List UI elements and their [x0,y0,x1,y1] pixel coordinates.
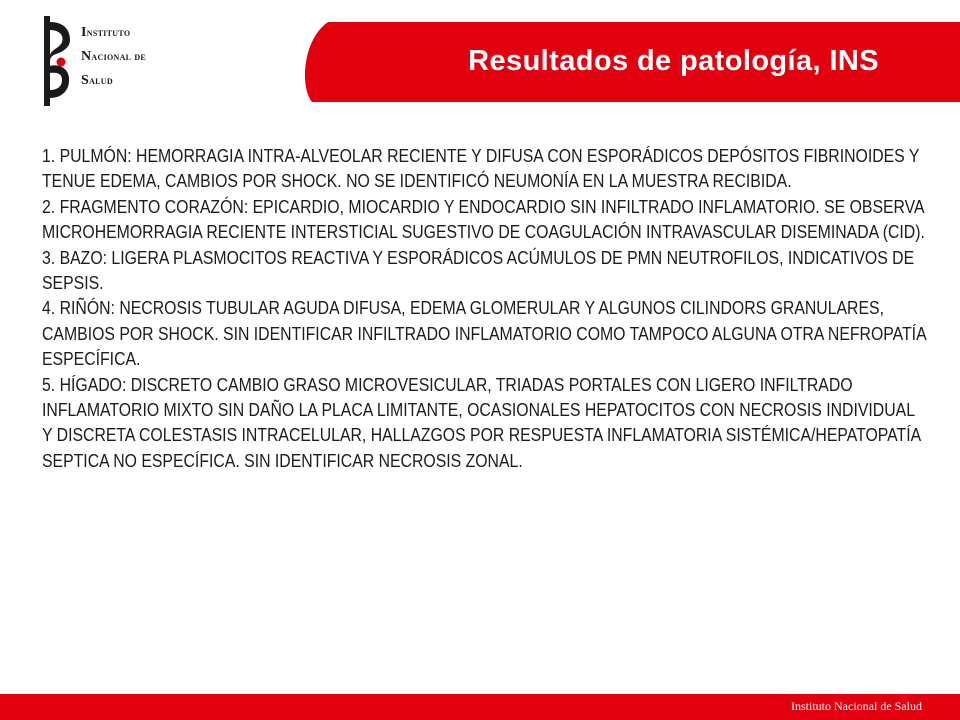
logo-line-3: Salud [81,73,113,88]
footer-label: Instituto Nacional de Salud [791,699,922,713]
finding-liver: 5. HÍGADO: DISCRETO CAMBIO GRASO MICROVESICULAR, TRIADAS PORTALES CON LIGERO INFILTRADO INFLAMATORIO MIXTO SIN DAÑO LA PLACA LIMITANTE, OCASIONALES HEPATOCITOS CON NECROSIS INDIVIDUAL Y DISCRETA COLESTASIS INTRACELULAR, HALLAZGOS POR RESPUESTA INFLAMATORIA SISTÉMICA/HEPATOPATÍA SEPTICA NO ESPECÍFICA. SIN IDENTIFICAR NECROSIS ZONAL. [42,373,921,471]
finding-spleen: 3. BAZO: LIGERA PLASMOCITOS REACTIVA Y ESPORÁDICOS ACÚMULOS DE PMN NEUTROFILOS, INDICATIVOS DE SEPSIS. [42,246,915,294]
page-title: Resultados de patología, INS [468,45,879,77]
pathology-findings [42,143,928,473]
finding-lung: 1. PULMÓN: HEMORRAGIA INTRA-ALVEOLAR RECIENTE Y DIFUSA CON ESPORÁDICOS DEPÓSITOS FIBRINOIDES Y TENUE EDEMA, CAMBIOS POR SHOCK. NO SE IDENTIFICÓ NEUMONÍA EN LA MUESTRA RECIBIDA. [42,145,920,192]
finding-heart: 2. FRAGMENTO CORAZÓN: EPICARDIO, MIOCARDIO Y ENDOCARDIO SIN INFILTRADO INFLAMATORIO. SE OBSERVA MICROHEMORRAGIA RECIENTE INTERSTICIAL SUGESTIVO DE COAGULACIÓN INTRAVASCULAR DISEMINADA (CID). [42,195,925,243]
finding-kidney: 4. RIÑÓN: NECROSIS TUBULAR AGUDA DIFUSA, EDEMA GLOMERULAR Y ALGUNOS CILINDORS GRANULARES, CAMBIOS POR SHOCK. SIN IDENTIFICAR INFILTRADO INFLAMATORIO COMO TAMPOCO ALGUNA OTRA NEFROPATÍA ESPECÍFICA. [42,297,926,370]
ins-logo-mark-icon [44,16,72,106]
ins-logo-wordmark [81,21,146,93]
logo-line-1: Instituto [81,25,131,40]
logo-line-2: Nacional de [81,49,147,64]
ins-logo [44,16,194,108]
